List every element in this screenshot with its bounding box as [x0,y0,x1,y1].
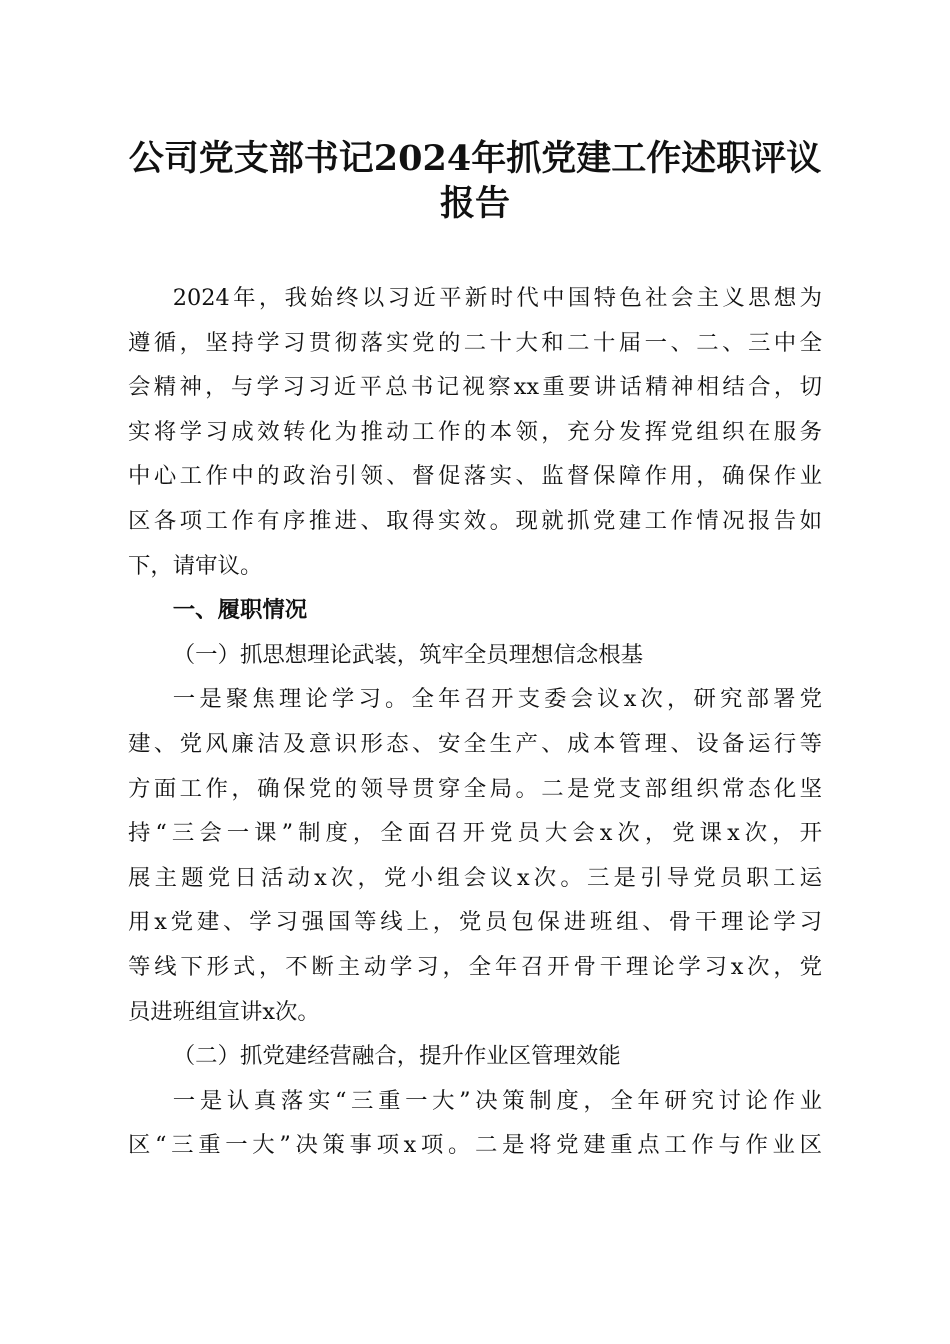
subsection-heading: （一）抓思想理论武装，筑牢全员理想信念根基 [172,641,643,668]
paragraph-line: 员进班组宣讲x次。 [128,998,320,1025]
paragraph-line: 建、党风廉洁及意识形态、安全生产、成本管理、设备运行等 [128,730,822,757]
paragraph-line: 中心工作中的政治引领、督促落实、监督保障作用，确保作业 [128,463,822,490]
paragraph-line: 展主题党日活动x次，党小组会议x次。三是引导党员职工运 [128,864,822,891]
subsection-heading: （二）抓党建经营融合，提升作业区管理效能 [172,1043,621,1070]
paragraph-line: 一是聚焦理论学习。全年召开支委会议x次，研究部署党 [172,686,822,713]
paragraph-line: 实将学习成效转化为推动工作的本领，充分发挥党组织在服务 [128,418,822,445]
paragraph-line: 一是认真落实“三重一大”决策制度，全年研究讨论作业 [172,1087,822,1114]
paragraph-line: 持“三会一课”制度，全面召开党员大会x次，党课x次，开 [128,820,822,847]
section-heading: 一、履职情况 [172,597,308,624]
paragraph-line: 方面工作，确保党的领导贯穿全局。二是党支部组织常态化坚 [128,775,822,802]
paragraph-line: 2024年，我始终以习近平新时代中国特色社会主义思想为 [172,285,822,311]
paragraph-line: 用x党建、学习强国等线上，党员包保进班组、骨干理论学习 [128,909,822,936]
document-body [128,276,822,1168]
paragraph-line: 下，请审议。 [128,552,263,579]
paragraph-line: 区“三重一大”决策事项x项。二是将党建重点工作与作业区 [128,1132,822,1159]
document-title [100,136,850,226]
paragraph-line: 区各项工作有序推进、取得实效。现就抓党建工作情况报告如 [128,507,822,534]
paragraph-line: 会精神，与学习习近平总书记视察xx重要讲话精神相结合，切 [128,374,822,401]
title-line: 公司党支部书记2024年抓党建工作述职评议 [128,138,822,179]
paragraph-line: 等线下形式，不断主动学习，全年召开骨干理论学习x次，党 [128,953,822,980]
title-line: 报告 [439,183,510,224]
paragraph-line: 遵循，坚持学习贯彻落实党的二十大和二十届一、二、三中全 [128,329,822,356]
